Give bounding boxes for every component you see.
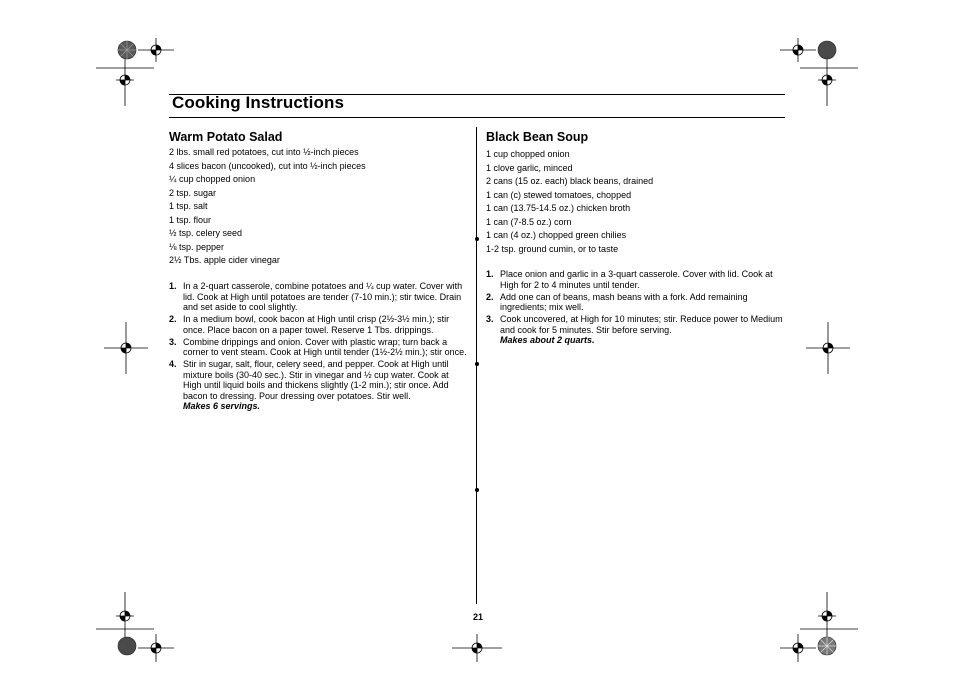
step-text: In a 2-quart casserole, combine potatoes and ¼ cup water. Cover with lid. Cook at High until potatoes are tender (7-10 min.); stir twice. Drain and set aside to cool slightly. — [183, 281, 463, 312]
registration-mark-icon — [452, 634, 502, 662]
step-number: 3. — [486, 314, 494, 324]
ingredient-item: 2½ Tbs. apple cider vinegar — [169, 255, 280, 265]
ingredient-item: 2 cans (15 oz. each) black beans, drained — [486, 176, 654, 186]
ingredient-list — [486, 148, 786, 256]
ingredient-item: ⅛ tsp. pepper — [169, 241, 225, 252]
registration-mark-icon — [136, 634, 176, 662]
ingredient-item: 1-2 tsp. ground cumin, or to taste — [486, 243, 619, 254]
instruction-step — [486, 292, 784, 313]
step-text: Place onion and garlic in a 3-quart casserole. Cover with lid. Cook at High for 2 to 4 minutes until tender. — [500, 269, 773, 290]
step-text: Cook uncovered, at High for 10 minutes; stir. Reduce power to Medium and cook for 5 minutes. Stir before serving. — [500, 314, 783, 335]
color-disc-icon — [817, 40, 837, 60]
step-text: In a medium bowl, cook bacon at High until crisp (2½-3½ min.); stir once. Place bacon on a paper towel. Reserve 1 Tbs. drippings. — [183, 314, 450, 335]
divider-dot — [475, 237, 479, 241]
ingredient-item: 1 can (7-8.5 oz.) corn — [486, 216, 572, 227]
instruction-steps — [486, 269, 784, 347]
registration-mark-icon — [96, 56, 156, 106]
header-bottom-rule — [169, 117, 785, 118]
step-number: 1. — [486, 269, 494, 279]
registration-mark-icon — [806, 322, 850, 374]
instruction-step — [169, 337, 467, 358]
servings-note: Makes about 2 quarts. — [500, 335, 595, 345]
instruction-step — [169, 281, 467, 313]
ingredient-item: 1 clove garlic, minced — [486, 162, 573, 173]
page-title: Cooking Instructions — [172, 93, 344, 112]
instruction-step — [169, 314, 467, 335]
registration-mark-icon — [778, 634, 818, 662]
instruction-steps — [169, 281, 467, 413]
divider-dot — [475, 488, 479, 492]
ingredient-item: 1 can (13.75-14.5 oz.) chicken broth — [486, 203, 631, 213]
ingredient-item: 2 lbs. small red potatoes, cut into ½-inch pieces — [169, 147, 359, 157]
step-number: 2. — [169, 314, 177, 324]
step-number: 4. — [169, 359, 177, 369]
step-number: 2. — [486, 291, 494, 302]
registration-mark-icon — [798, 56, 858, 106]
step-text: Stir in sugar, salt, flour, celery seed, and pepper. Cook at High until mixture boils (30-40 sec.). Stir in vinegar and ½ cup water. Cook at High until liquid boils and thickens slightly (1-2 min.); stir once. Add bacon to dressing. Pour dressing over potatoes. Stir well. — [183, 359, 449, 401]
instruction-step — [486, 314, 784, 346]
ingredient-item: 2 tsp. sugar — [169, 187, 217, 198]
ingredient-item: 1 can (c) stewed tomatoes, chopped — [486, 189, 632, 200]
step-number: 3. — [169, 336, 177, 347]
page-number: 21 — [472, 612, 483, 622]
ingredient-item: 4 slices bacon (uncooked), cut into ½-inch pieces — [169, 160, 366, 171]
ingredient-list — [169, 146, 469, 268]
registration-mark-icon — [96, 592, 156, 640]
ingredient-item: ½ tsp. celery seed — [169, 228, 243, 238]
divider-dot — [475, 362, 479, 366]
step-text: Combine drippings and onion. Cover with plastic wrap; turn back a corner to vent steam. Cook at High until tender (1½-2½ min.); stir once. — [183, 336, 467, 357]
ingredient-item: 1 tsp. flour — [169, 214, 212, 225]
color-disc-icon — [117, 40, 137, 60]
ingredient-item: 1 tsp. salt — [169, 201, 208, 211]
step-text: Add one can of beans, mash beans with a fork. Add remaining ingredients; mix well. — [500, 291, 748, 312]
color-disc-icon — [117, 636, 137, 656]
recipe-heading-warm-potato-salad: Warm Potato Salad — [169, 130, 283, 144]
recipe-heading-black-bean-soup: Black Bean Soup — [486, 130, 589, 144]
color-disc-icon — [817, 636, 837, 656]
instruction-step — [169, 359, 467, 412]
ingredient-item: 1 can (4 oz.) chopped green chilies — [486, 230, 627, 240]
instruction-step — [486, 269, 784, 290]
servings-note: Makes 6 servings. — [183, 401, 261, 411]
ingredient-item: ¼ cup chopped onion — [169, 174, 256, 184]
step-number: 1. — [169, 281, 177, 291]
registration-mark-icon — [798, 592, 858, 640]
registration-mark-icon — [104, 322, 148, 374]
ingredient-item: 1 cup chopped onion — [486, 149, 570, 159]
